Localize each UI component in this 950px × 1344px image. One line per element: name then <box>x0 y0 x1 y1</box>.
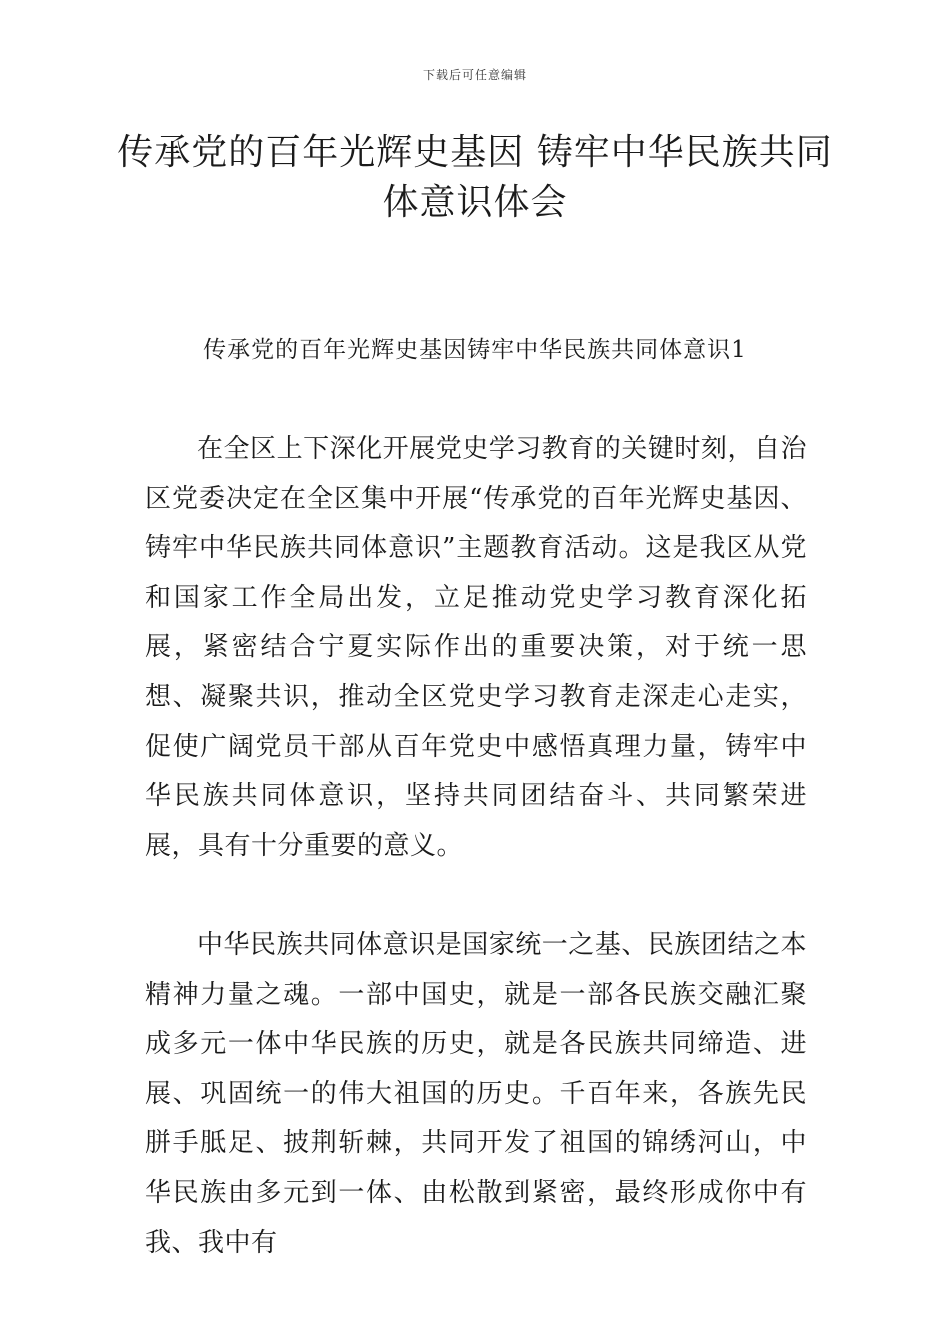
body-paragraph-2: 中华民族共同体意识是国家统一之基、民族团结之本精神力量之魂。一部中国史，就是一部各民族交融汇聚成多元一体中华民族的历史，就是各民族共同缔造、进展、巩固统一的伟大祖国的历史。千百年来，各族先民胼手胝足、披荆斩棘，共同开发了祖国的锦绣河山，中华民族由多元到一体、由松散到紧密，最终形成你中有我、我中有 <box>145 930 807 1258</box>
section-heading: 传承党的百年光辉史基因铸牢中华民族共同体意识1 <box>203 337 747 363</box>
body-paragraph-1: 在全区上下深化开展党史学习教育的关键时刻，自治区党委决定在全区集中开展“传承党的百年光辉史基因、铸牢中华民族共同体意识”主题教育活动。这是我区从党和国家工作全局出发，立足推动党史学习教育深化拓展，紧密结合宁夏实际作出的重要决策，对于统一思想、凝聚共识，推动全区党史学习教育走深走心走实，促使广阔党员干部从百年党史中感悟真理力量，铸牢中华民族共同体意识，坚持共同团结奋斗、共同繁荣进展，具有十分重要的意义。 <box>145 434 807 861</box>
header-note: 下载后可任意编辑 <box>422 68 527 82</box>
document-title: 传承党的百年光辉史基因 铸牢中华民族共同体意识体会 <box>117 132 833 223</box>
